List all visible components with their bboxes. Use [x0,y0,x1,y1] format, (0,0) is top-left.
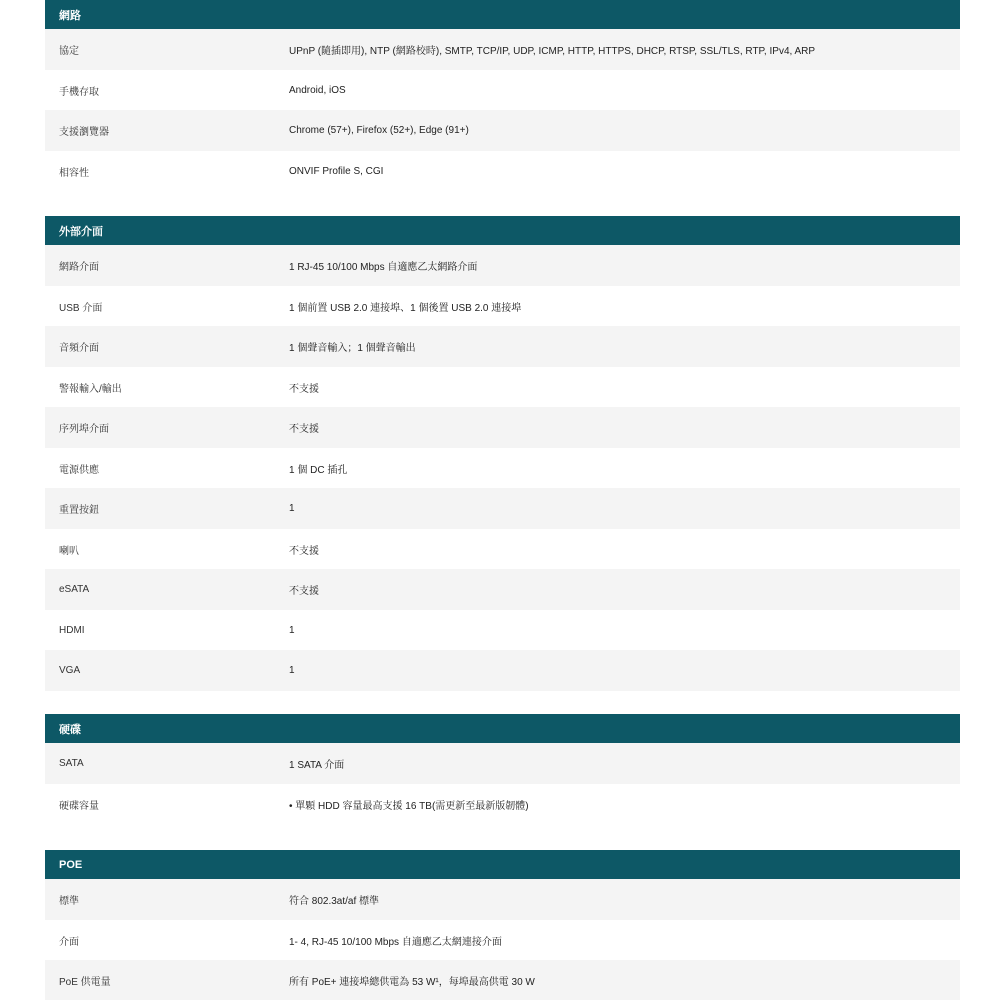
table-row [45,110,960,151]
table-row [45,70,960,110]
table-row [45,529,960,569]
table-row [45,326,960,367]
table-row [45,879,960,920]
row-label: 警報輸入/輸出 [59,383,122,395]
table-row [45,286,960,326]
row-label: 序列埠介面 [59,424,109,435]
row-value: 所有 PoE+ 連接埠總供電為 53 W¹，每埠最高供電 30 W [289,976,535,988]
row-label: 介面 [59,936,79,948]
section-header [45,216,960,245]
section-title: 外部介面 [59,225,103,238]
row-value: 符合 802.3at/af 標準 [289,896,380,907]
row-label: 相容性 [59,167,89,179]
row-label: PoE 供電量 [59,976,111,988]
table-row [45,960,960,1000]
row-label: 標準 [59,896,79,907]
row-value: Chrome (57+), Firefox (52+), Edge (91+) [289,125,469,136]
row-value: 不支援 [289,424,319,435]
row-value: UPnP (隨插即用), NTP (網路校時), SMTP, TCP/IP, UDP, ICMP, HTTP, HTTPS, DHCP, RTSP, SSL/TLS, RTP, IPv4, ARP [289,46,816,57]
row-value: • 單顆 HDD 容量最高支援 16 TB(需更新至最新版韌體) [289,800,529,812]
row-value: 1 [289,503,295,514]
table-row [45,367,960,407]
row-value: 不支援 [289,545,319,557]
table-row [45,743,960,784]
table-row [45,448,960,488]
section-poe [45,850,960,1000]
table-row [45,407,960,448]
section-header [45,850,960,879]
table-row [45,151,960,191]
section-external-interface [45,216,960,691]
table-row [45,650,960,691]
row-label: SATA [59,758,84,769]
row-label: eSATA [59,584,90,595]
table-row [45,29,960,70]
section-title: 硬碟 [59,723,81,736]
table-row [45,488,960,529]
row-value: 1 個 DC 插孔 [289,464,348,476]
row-value: 不支援 [289,586,319,597]
table-row [45,920,960,960]
section-network [45,0,960,191]
section-hard-disk [45,714,960,824]
row-value: 1 SATA 介面 [289,760,345,771]
row-value: 1 個聲音輸入；1 個聲音輸出 [289,343,416,354]
row-label: 喇叭 [59,545,79,557]
row-value: 1- 4, RJ-45 10/100 Mbps 自適應乙太網連接介面 [289,936,502,948]
row-label: 支援瀏覽器 [59,127,109,138]
row-value: Android, iOS [289,84,346,96]
row-label: 手機存取 [59,86,99,98]
row-value: 1 個前置 USB 2.0 連接埠、1 個後置 USB 2.0 連接埠 [289,302,522,314]
row-label: VGA [59,665,81,676]
row-label: USB 介面 [59,302,103,314]
row-label: 硬碟容量 [59,800,99,812]
row-value: 1 [289,624,295,636]
row-label: 協定 [59,46,79,57]
row-value: 不支援 [289,383,319,395]
section-header [45,714,960,743]
section-title: POE [59,858,83,871]
row-label: 音頻介面 [59,343,99,354]
table-row [45,784,960,824]
row-label: 電源供應 [59,464,99,476]
row-label: 網路介面 [59,262,99,273]
section-title: 網路 [59,9,81,22]
row-label: HDMI [59,624,85,636]
row-value: 1 RJ-45 10/100 Mbps 自適應乙太網路介面 [289,262,478,273]
row-label: 重置按鈕 [59,505,99,516]
section-header [45,0,960,29]
row-value: ONVIF Profile S, CGI [289,165,384,177]
row-value: 1 [289,665,295,676]
table-row [45,610,960,650]
table-row [45,245,960,286]
table-row [45,569,960,610]
